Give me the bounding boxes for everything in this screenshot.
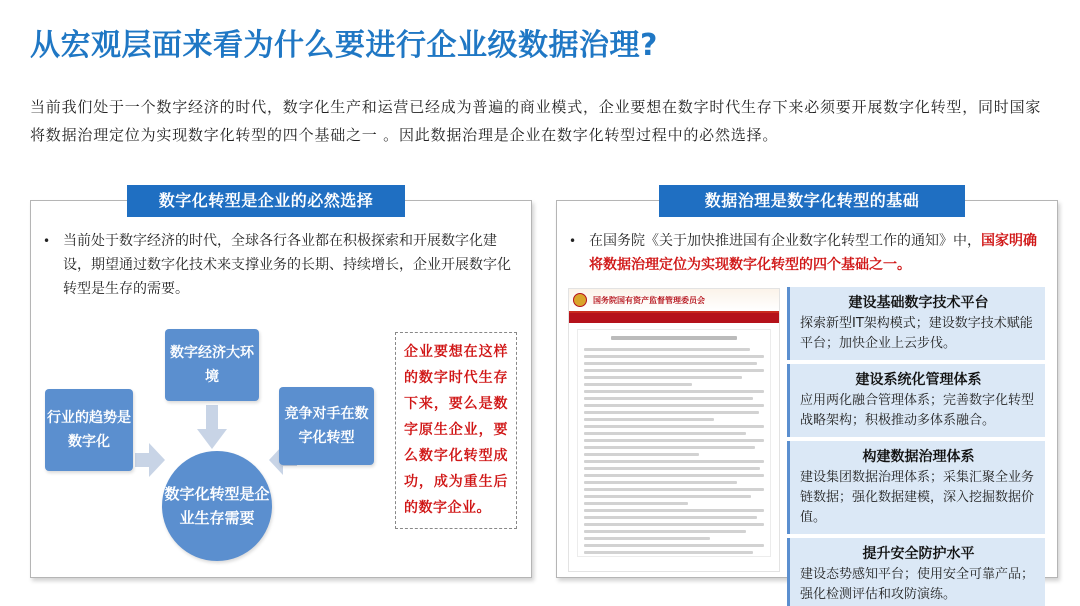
step-title: 提升安全防护水平	[862, 546, 975, 562]
step-text: 探索新型IT架构模式；建设数字技术赋能平台；加快企业上云步伐。	[800, 316, 1033, 351]
red-callout-box: 企业要想在这样的数字时代生存下来，要么是数字原生企业，要么数字化转型成功，成为重生后的数字企业。	[395, 332, 517, 529]
step-card	[787, 364, 1045, 437]
step-title: 构建数据治理体系	[862, 449, 975, 465]
doc-text-line	[584, 418, 714, 421]
step-card	[787, 287, 1045, 360]
doc-text-line	[584, 481, 737, 484]
doc-text-line	[584, 369, 764, 372]
doc-text-line	[584, 446, 755, 449]
doc-text-lines	[584, 348, 764, 557]
doc-text-line	[584, 397, 753, 400]
bullet-dot: •	[43, 234, 51, 248]
notice-document-thumbnail	[568, 288, 780, 572]
doc-text-line	[584, 411, 759, 414]
doc-text-line	[584, 530, 746, 533]
doc-text-line	[584, 439, 764, 442]
doc-nav-bar	[569, 313, 779, 323]
doc-text-line	[584, 355, 764, 358]
bullet-dot: •	[569, 234, 577, 248]
doc-text-line	[584, 551, 753, 554]
doc-header	[569, 289, 779, 313]
step-title: 建设基础数字技术平台	[848, 295, 989, 311]
doc-text-line	[584, 432, 746, 435]
doc-text-line	[584, 523, 764, 526]
right-bullet	[569, 229, 1044, 277]
node-industry-trend: 行业的趋势是数字化	[45, 389, 133, 471]
left-bullet-text: 当前处于数字经济的时代，全球各行各业都在积极探索和开展数字化建设，期望通过数字化技术来支撑业务的长期、持续增长，企业开展数字化转型是生存的需要。	[63, 233, 511, 297]
left-panel	[30, 191, 532, 578]
doc-text-line	[584, 516, 757, 519]
doc-title-line	[611, 336, 737, 340]
doc-text-line	[584, 348, 750, 351]
doc-text-line	[584, 390, 764, 393]
doc-text-line	[584, 460, 764, 463]
doc-text-line	[584, 362, 757, 365]
node-digital-economy: 数字经济大环境	[165, 329, 259, 401]
left-bullet	[43, 229, 518, 301]
doc-text-line	[584, 502, 688, 505]
doc-text-line	[584, 488, 764, 491]
foundation-steps	[787, 287, 1045, 606]
step-card	[787, 538, 1045, 606]
doc-text-line	[584, 467, 760, 470]
node-competitor: 竞争对手在数字化转型	[279, 387, 374, 465]
doc-text-line	[584, 404, 764, 407]
doc-text-line	[584, 474, 764, 477]
arrow-right-icon	[135, 443, 165, 477]
step-title: 建设系统化管理体系	[855, 372, 982, 388]
doc-text-line	[584, 425, 764, 428]
national-emblem-icon	[573, 293, 587, 307]
right-panel-header: 数据治理是数字化转型的基础	[659, 185, 965, 217]
doc-text-line	[584, 509, 764, 512]
doc-body	[577, 329, 771, 557]
step-text: 建设集团数据治理体系；采集汇聚全业务链数据；强化数据建模，深入挖掘数据价值。	[800, 470, 1035, 525]
doc-text-line	[584, 495, 751, 498]
intro-paragraph: 当前我们处于一个数字经济的时代，数字化生产和运营已经成为普遍的商业模式，企业要想在数字时代生存下来必须要开展数字化转型，同时国家将数据治理定位为实现数字化转型的四个基础之一 。因此数据治理是企业在数字化转型过程中的必然选择。	[30, 98, 1042, 144]
doc-org-name: 国务院国有资产监督管理委员会	[593, 295, 705, 305]
left-panel-header: 数字化转型是企业的必然选择	[127, 185, 405, 217]
node-survival-need: 数字化转型是企业生存需要	[162, 451, 272, 561]
arrow-down-icon	[197, 405, 227, 449]
doc-text-line	[584, 453, 699, 456]
right-bullet-highlight: 国家明确将数据治理定位为实现数字化转型的四个基础之一。	[589, 233, 1037, 273]
doc-text-line	[584, 544, 764, 547]
step-card	[787, 441, 1045, 534]
step-text: 建设态势感知平台；使用安全可靠产品；强化检测评估和攻防演练。	[800, 567, 1035, 602]
right-bullet-text: 在国务院《关于加快推进国有企业数字化转型工作的通知》中，	[589, 233, 981, 249]
doc-text-line	[584, 376, 742, 379]
page-title: 从宏观层面来看为什么要进行企业级数据治理?	[30, 28, 658, 63]
right-panel	[556, 191, 1058, 602]
doc-text-line	[584, 383, 692, 386]
step-text: 应用两化融合管理体系；完善数字化转型战略架构；积极推动多体系融合。	[800, 393, 1035, 428]
doc-text-line	[584, 537, 710, 540]
